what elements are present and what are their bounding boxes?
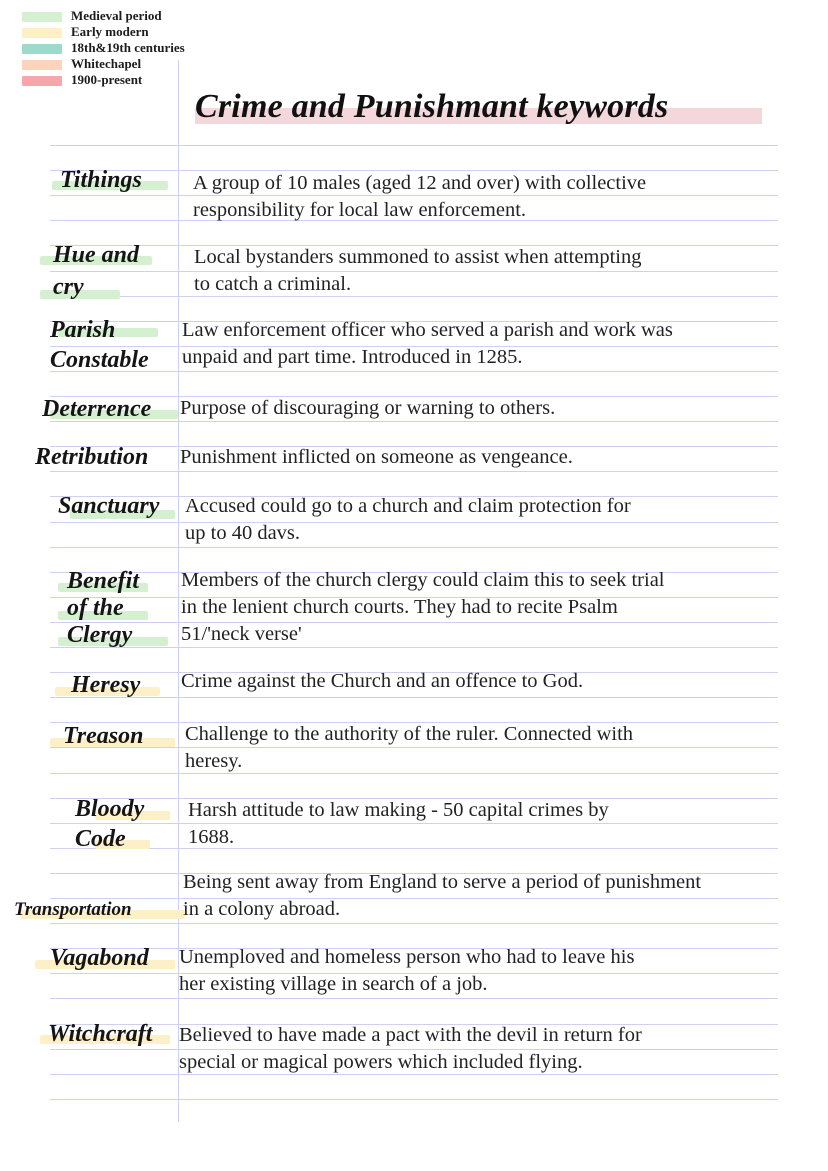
keyword-term: Treason — [63, 723, 144, 749]
keyword-term: cry — [53, 274, 84, 300]
keyword-definition: responsibility for local law enforcement. — [193, 199, 527, 221]
title-block — [195, 88, 668, 126]
keyword-definition: Harsh attitude to law making - 50 capital crimes by — [188, 799, 609, 821]
keyword-term: Bloody — [75, 796, 145, 822]
keyword-definition: special or magical powers which included flying. — [179, 1051, 583, 1073]
keyword-definition: Being sent away from England to serve a period of punishment — [183, 871, 702, 893]
keyword-definition: Crime against the Church and an offence to God. — [181, 670, 584, 692]
keyword-definition: A group of 10 males (aged 12 and over) with collective — [193, 172, 647, 194]
keyword-definition: up to 40 davs. — [185, 522, 301, 544]
keyword-term: of the — [67, 595, 124, 621]
legend-swatch — [22, 28, 62, 38]
keyword-term: Sanctuary — [58, 493, 160, 519]
keyword-definition: Punishment inflicted on someone as vengeance. — [180, 446, 573, 468]
legend-label: 18th&19th centuries — [71, 40, 185, 55]
keyword-definition: to catch a criminal. — [194, 273, 352, 295]
ruled-line — [50, 647, 778, 648]
keyword-definition: unpaid and part time. Introduced in 1285. — [182, 346, 523, 368]
keyword-definition: Local bystanders summoned to assist when attempting — [194, 246, 642, 268]
keyword-definition: Members of the church clergy could claim this to seek trial — [181, 569, 665, 591]
ruled-line — [50, 1099, 778, 1100]
ruled-line — [50, 145, 778, 146]
legend-swatch — [22, 76, 62, 86]
ruled-line — [50, 923, 778, 924]
legend-label: Medieval period — [71, 8, 162, 23]
keyword-term: Hue and — [53, 242, 140, 268]
keyword-term: Constable — [50, 347, 149, 373]
keyword-definition: Unemploved and homeless person who had to leave his — [179, 946, 635, 968]
keyword-term: Tithings — [60, 167, 142, 193]
keyword-term: Transportation — [14, 899, 132, 920]
keyword-term: Retribution — [35, 444, 149, 470]
legend-swatch — [22, 60, 62, 70]
legend-swatch — [22, 44, 62, 54]
legend-label: 1900-present — [71, 72, 143, 87]
keyword-term: Heresy — [71, 672, 141, 698]
legend-swatch — [22, 12, 62, 22]
ruled-line — [50, 271, 778, 272]
keyword-definition: 51/'neck verse' — [181, 623, 302, 645]
ruled-line — [50, 998, 778, 999]
keyword-definition: Believed to have made a pact with the devil in return for — [179, 1024, 642, 1046]
ruled-line — [50, 697, 778, 698]
keyword-definition: her existing village in search of a job. — [179, 973, 488, 995]
keyword-definition: Law enforcement officer who served a parish and work was — [182, 319, 673, 341]
keyword-definition: Accused could go to a church and claim protection for — [185, 495, 631, 517]
keyword-term: Parish — [50, 317, 116, 343]
legend-label: Early modern — [71, 24, 149, 39]
ruled-line — [50, 296, 778, 297]
ruled-line — [50, 471, 778, 472]
keyword-definition: in the lenient church courts. They had to recite Psalm — [181, 596, 618, 618]
ruled-line — [50, 522, 778, 523]
keyword-definition: in a colony abroad. — [183, 898, 341, 920]
ruled-line — [50, 773, 778, 774]
legend-label: Whitechapel — [71, 56, 142, 71]
keyword-term: Code — [75, 826, 126, 852]
keyword-term: Witchcraft — [48, 1021, 153, 1047]
keyword-definition: Challenge to the authority of the ruler. Connected with — [185, 723, 634, 745]
ruled-line — [50, 547, 778, 548]
ruled-line — [50, 371, 778, 372]
keyword-definition: 1688. — [188, 826, 235, 848]
page-title: Crime and Punishmant keywords — [195, 88, 669, 125]
keyword-term: Vagabond — [50, 945, 149, 971]
ruled-line — [50, 848, 778, 849]
keyword-term: Deterrence — [42, 396, 152, 422]
keyword-term: Clergy — [67, 622, 133, 648]
ruled-line — [50, 898, 778, 899]
ruled-line — [50, 622, 778, 623]
keyword-definition: Purpose of discouraging or warning to others. — [180, 397, 556, 419]
keyword-definition: heresy. — [185, 750, 243, 772]
keyword-term: Benefit — [67, 568, 139, 594]
